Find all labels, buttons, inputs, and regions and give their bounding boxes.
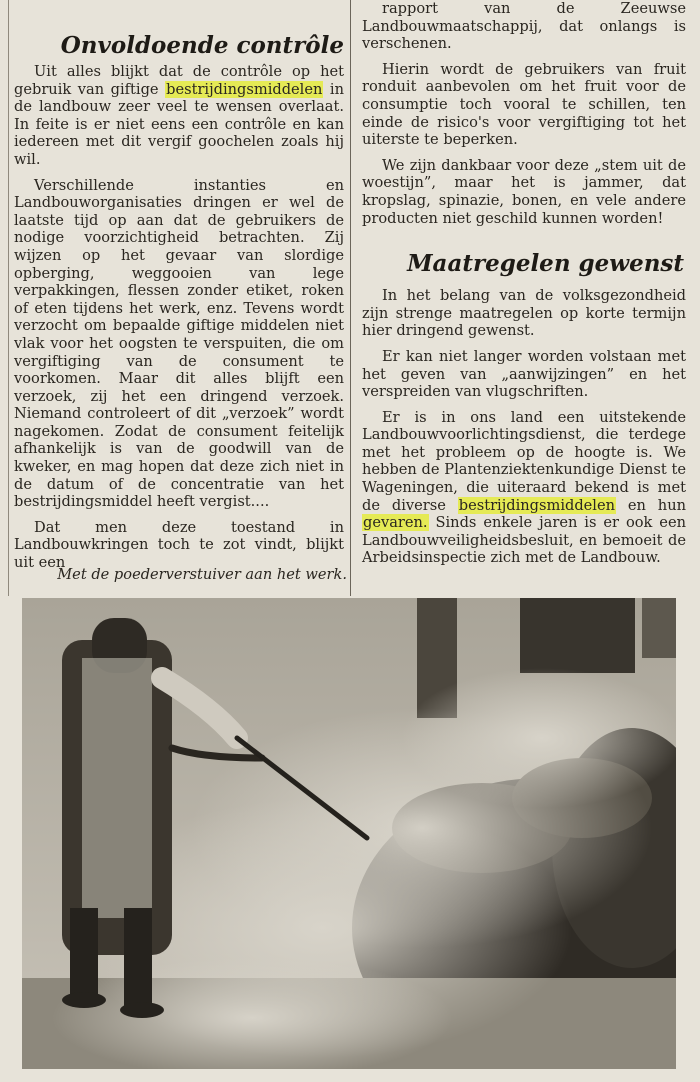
article-paragraph — [14, 519, 344, 572]
text-run: rapport van de Zeeuwse Landbouwmaatschappij, dat onlangs is verschenen. — [362, 0, 686, 53]
article-paragraph — [362, 157, 686, 227]
left-heading: Onvoldoende contrôle — [60, 32, 344, 59]
article-paragraph — [362, 409, 686, 567]
highlighted-term: bestrijdingsmiddelen — [458, 496, 616, 514]
article-paragraph — [362, 348, 686, 401]
article-paragraph — [362, 0, 686, 53]
right-heading: Maatregelen gewenst — [407, 250, 684, 278]
text-run: We zijn dankbaar voor deze „stem uit de woestijn”, maar het is jammer, dat kropslag, spinazie, bonen, en vele andere producten niet geschild kunnen worden! — [362, 156, 686, 227]
column-divider — [350, 0, 351, 596]
text-run: Hierin wordt de gebruikers van fruit ronduit aanbevolen om het fruit voor de consumptie toch vooral te schillen, ten einde de risico's voor vergiftiging tot het uiterste te beperken. — [362, 60, 686, 149]
article-paragraph — [14, 177, 344, 511]
text-run: Er is in ons land een uitstekende Landbouwvoorlichtingsdienst, die terdege met het probleem op de hoogte is. We hebben de Plantenziektenkundige Dienst te Wageningen, die uiteraard bekend is met de diverse — [362, 408, 686, 514]
highlighted-term: bestrijdingsmiddelen — [166, 80, 323, 98]
article-paragraph — [362, 287, 686, 340]
text-run: in de landbouw zeer veel te wensen overlaat. In feite is er niet eens een contrôle en kan iedereen met dit vergif goochelen zoals hij wil. — [14, 80, 344, 168]
right-body-top — [362, 0, 686, 227]
photo-caption: Met de poederverstuiver aan het werk. — [57, 566, 347, 583]
text-run: Verschillende instanties en Landbouworganisaties dringen er wel de laatste tijd op aan dat de gebruikers de nodige voorzichtigheid betrachten. Zij wijzen op het gevaar van slordige opberging, weggooien van lege verpakkingen, flessen zonder etiket, roken of eten tijdens het werk, enz. Tevens wordt verzocht om bepaalde giftige middelen niet vlak voor het oogsten te verspuiten, die om vergiftiging van de consument te voorkomen. Maar dit alles blijft een verzoek, zij het een dringend verzoek. Niemand controleert of dit „verzoek” wordt nagekomen. Zodat de consument feitelijk afhankelijk is van de goodwill van de kweker, en mag hopen dat deze zich niet in de datum of de concentratie van het bestrijdingsmiddel heeft vergist.... — [14, 176, 344, 511]
text-run: Er kan niet langer worden volstaan met het geven van „aanwijzingen” en het verspreiden van vlugschriften. — [362, 347, 686, 401]
article-paragraph — [362, 61, 686, 149]
left-column — [14, 0, 344, 580]
right-body-bottom — [362, 287, 686, 567]
text-run: In het belang van de volksgezondheid zijn strenge maatregelen op korte termijn hier dringend gewenst. — [362, 287, 686, 340]
photo-illustration — [22, 598, 676, 1069]
left-margin-rule — [8, 0, 9, 596]
article-paragraph — [14, 63, 344, 169]
right-column — [362, 0, 686, 575]
highlighted-term: gevaren. — [363, 514, 428, 532]
left-body — [14, 63, 344, 572]
news-photo — [22, 598, 676, 1069]
text-run: en hun — [616, 496, 687, 514]
text-run: Dat men deze toestand in Landbouwkringen toch te zot vindt, blijkt uit een — [14, 518, 344, 572]
text-run: Sinds enkele jaren is er ook een Landbouwveiligheidsbesluit, en bemoeit de Arbeidsinspectie zich met de Landbouw. — [362, 514, 686, 567]
text-run: Uit alles blijkt dat de contrôle op het gebruik van giftige — [14, 63, 344, 98]
